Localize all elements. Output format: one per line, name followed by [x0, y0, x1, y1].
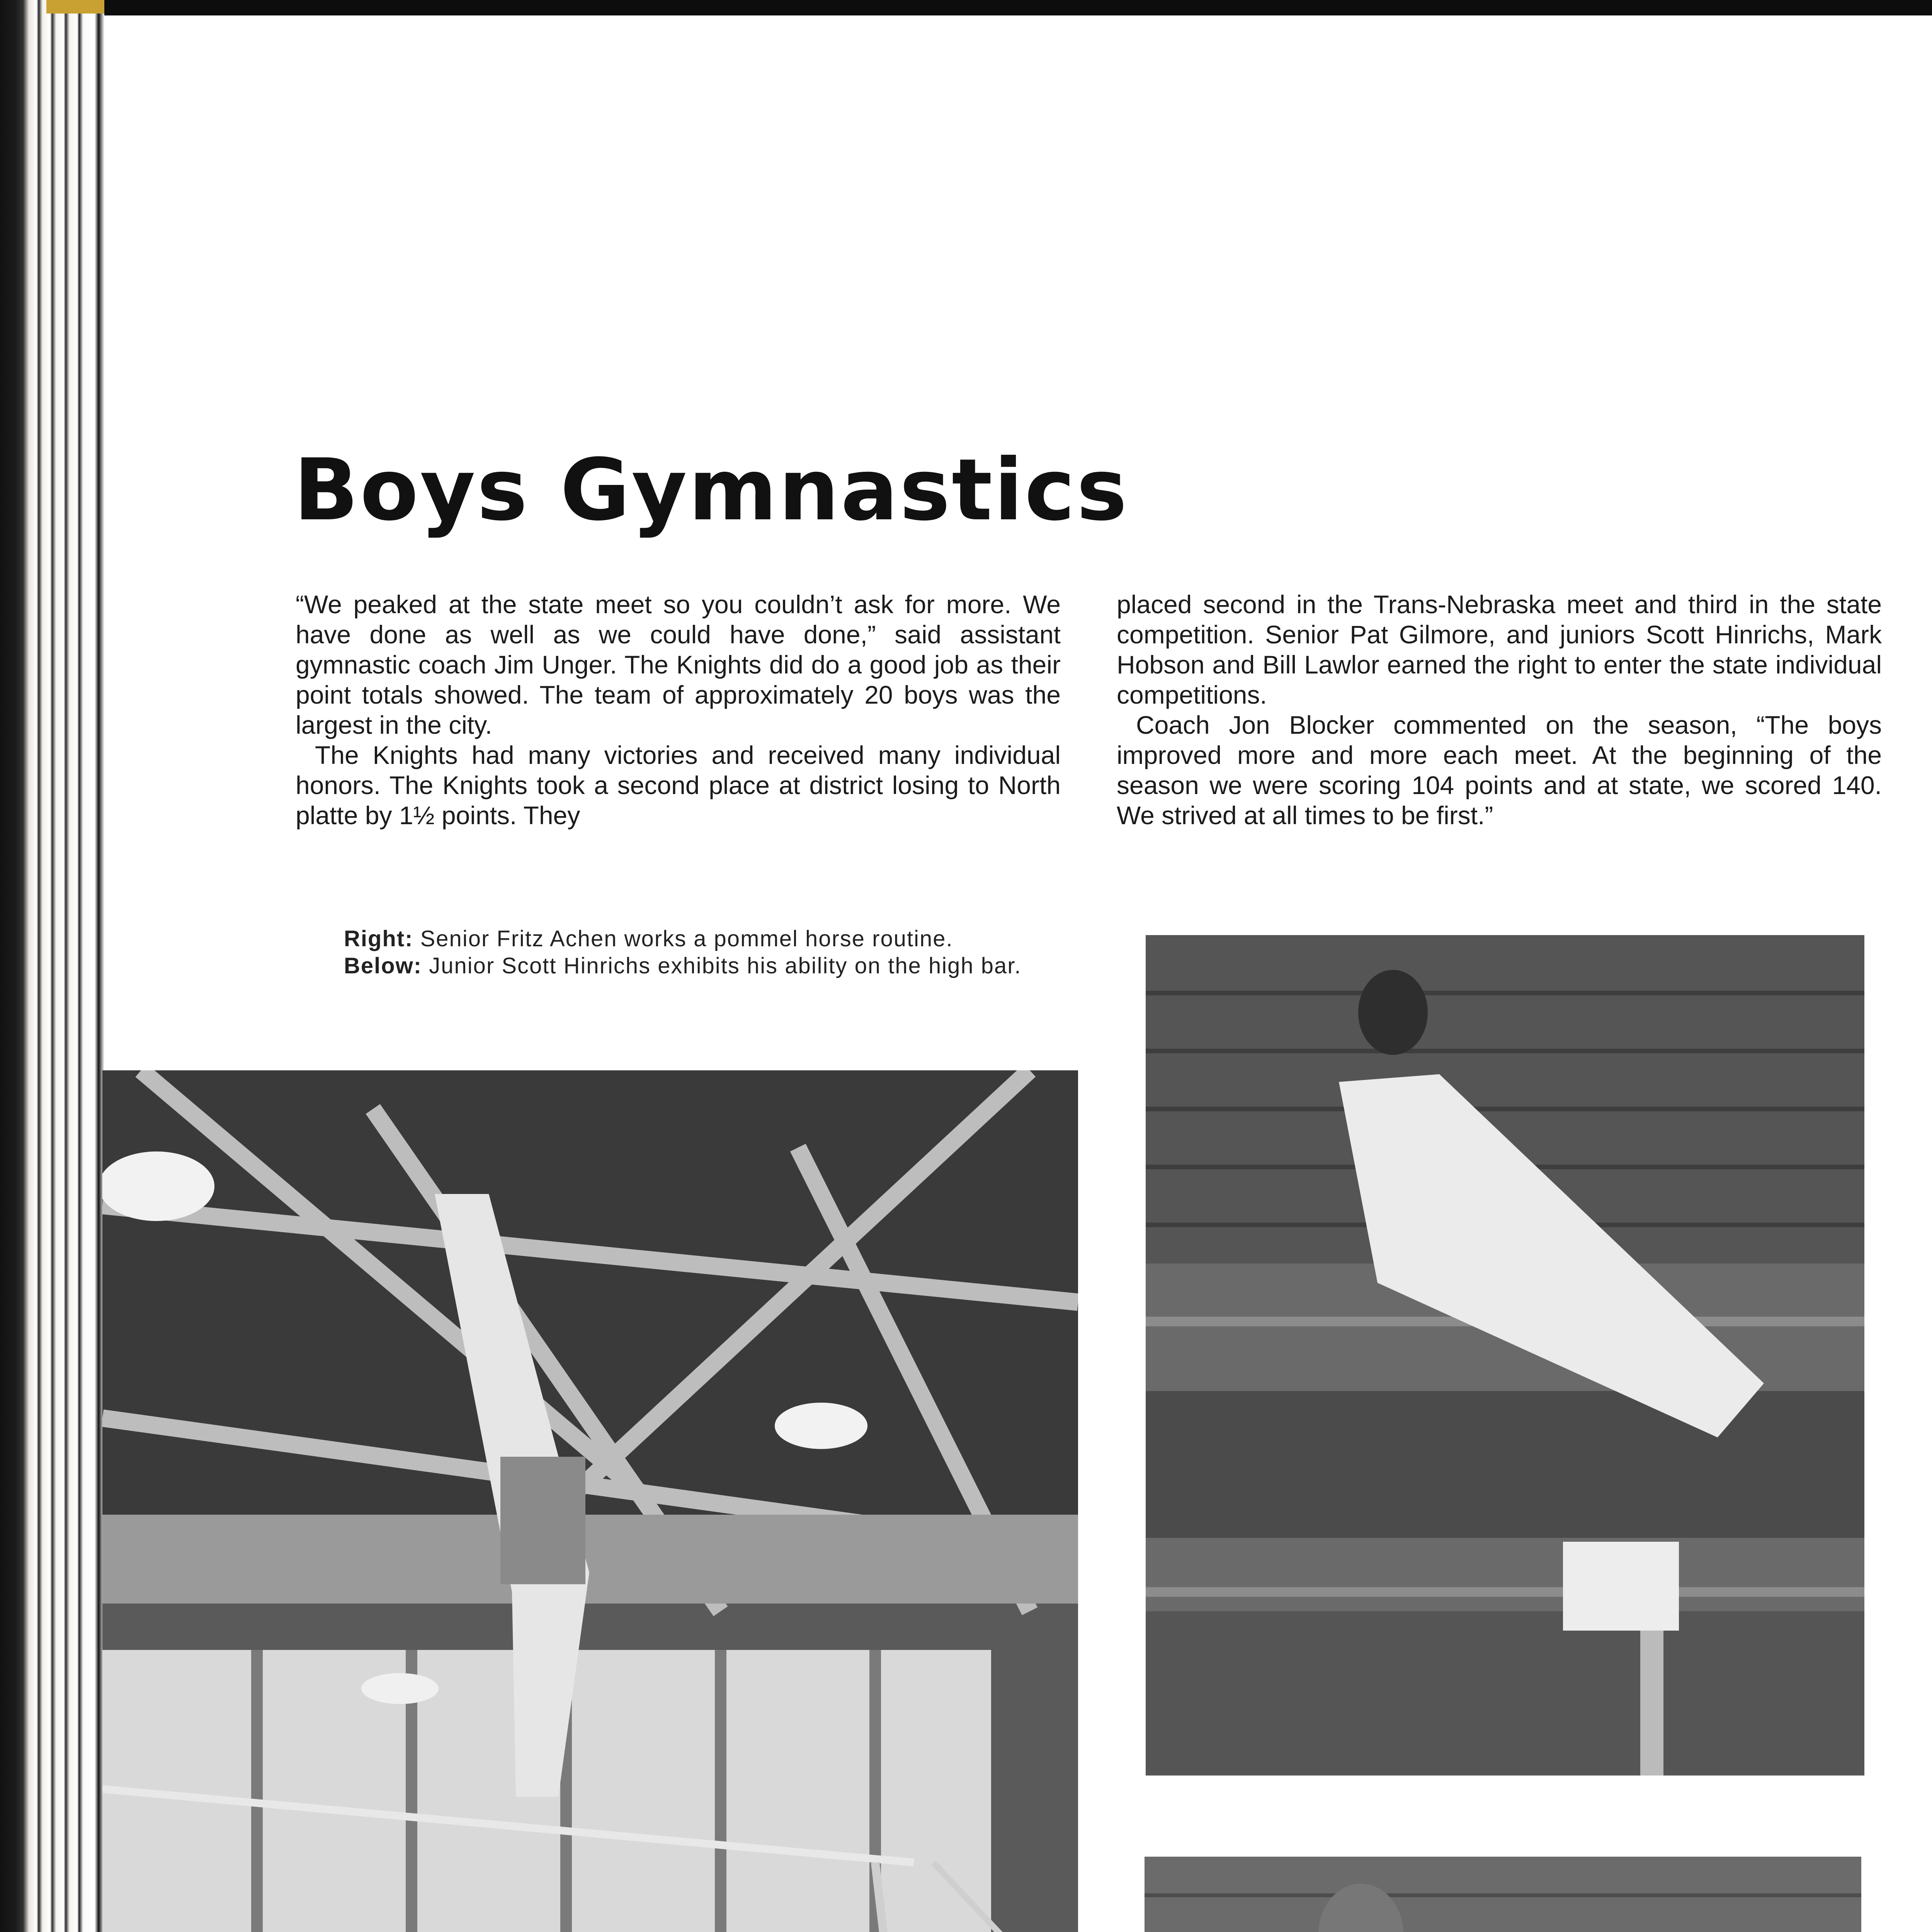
paragraph: placed second in the Trans-Nebraska meet and third in the state competition. Senior Pat Gilmore, and juniors Scott Hinrichs, Mark Hobson and Bill Lawlor earned the right to enter the state individual competitions. [1117, 590, 1882, 709]
photo-caption [344, 925, 1076, 980]
caption-text-right: Senior Fritz Achen works a pommel horse routine. [413, 926, 953, 951]
caption-label-below: Below: [344, 953, 422, 978]
page-title: Boys Gymnastics [294, 440, 1129, 539]
book-binding [0, 0, 104, 1932]
photo-high-bar [102, 1070, 1078, 1932]
photo-parallel-bars [1145, 1857, 1861, 1932]
caption-text-below: Junior Scott Hinrichs exhibits his ability on the high bar. [422, 953, 1022, 978]
photo-pommel-horse-illustration [1146, 935, 1864, 1776]
body-column-left [296, 589, 1061, 830]
photo-pommel-horse [1146, 935, 1864, 1776]
caption-label-right: Right: [344, 926, 413, 951]
scan-top-edge [0, 0, 1932, 15]
paragraph: Coach Jon Blocker commented on the season, “The boys improved more and more each meet. At the beginning of the season we were scoring 104 points and at state, we scored 140. We strived at all times to be first.” [1117, 711, 1882, 830]
photo-high-bar-illustration [102, 1070, 1078, 1932]
paragraph: “We peaked at the state meet so you couldn’t ask for more. We have done as well as we could have done,” said assistant gymnastic coach Jim Unger. The Knights did do a good job as their point totals showed. The team of approximately 20 boys was the largest in the city. [296, 590, 1061, 739]
body-column-right [1117, 589, 1882, 830]
photo-parallel-bars-illustration [1145, 1857, 1861, 1932]
paragraph: The Knights had many victories and received many individual honors. The Knights took a second place at district losing to North platte by 1½ points. They [296, 741, 1061, 830]
binding-gold-mark [46, 0, 104, 14]
